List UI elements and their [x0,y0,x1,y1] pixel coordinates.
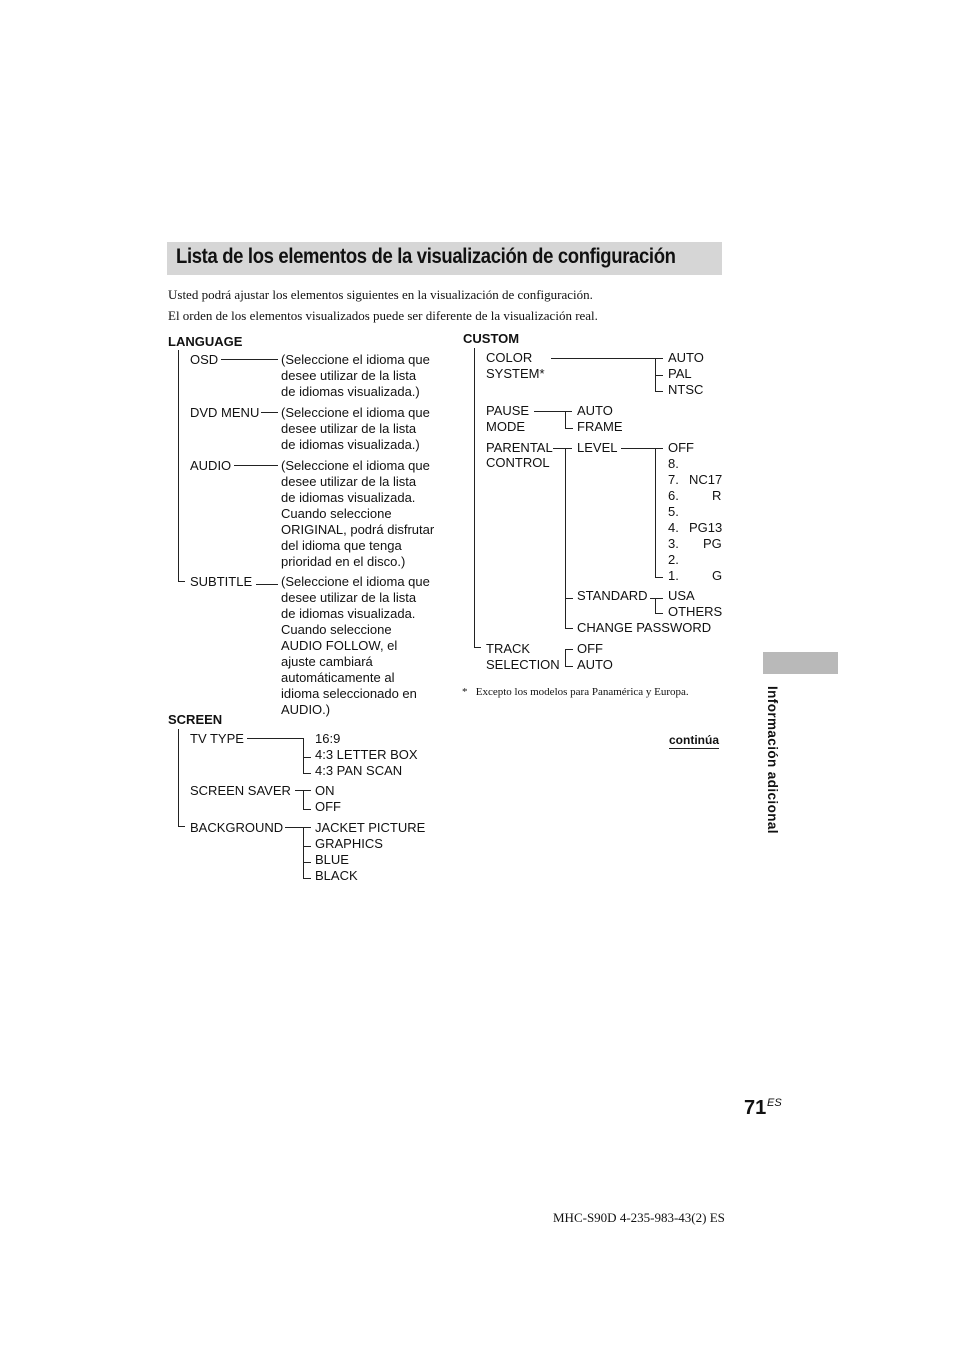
subtitle-desc-4: Cuando seleccione [281,622,392,637]
custom-tree-line [474,348,475,648]
bracket-tick [303,862,311,863]
bracket-tick [303,878,311,879]
screen-heading: SCREEN [168,712,223,727]
bracket-tick [565,628,573,629]
subtitle-desc-2: desee utilizar de la lista [281,590,417,605]
level-label: LEVEL [577,440,618,455]
page-suffix: ES [767,1097,782,1109]
pause-mode-label: MODE [486,419,525,434]
subtitle-desc-3: de idiomas visualizada. [281,606,416,621]
bracket [303,738,304,774]
pause-mode-option: FRAME [577,419,623,434]
level-rating: NC17 [689,472,723,487]
connector [534,411,572,412]
connector [285,827,311,828]
footer-model: MHC-S90D 4-235-983-43(2) ES [553,1210,725,1225]
connector [650,598,663,599]
track-selection-label: SELECTION [486,657,560,672]
bracket [303,790,304,810]
bracket-tick [565,598,573,599]
bracket [565,448,566,629]
level-option: 6. [668,488,679,503]
background-option: GRAPHICS [315,836,383,851]
tv-type-option: 4:3 LETTER BOX [315,747,418,762]
subtitle-desc-9: AUDIO.) [281,702,331,717]
bracket [303,827,304,879]
level-option: 2. [668,552,679,567]
standard-option: OTHERS [668,604,723,619]
bracket-tick [303,809,311,810]
pause-mode-label: PAUSE [486,403,530,418]
language-item-dvd-menu: DVD MENU [190,405,260,420]
dvdmenu-desc-1: (Seleccione el idioma que [281,405,430,420]
bracket-tick [655,375,663,376]
subtitle-desc-6: ajuste cambiará [281,654,373,669]
language-heading: LANGUAGE [168,334,243,349]
footnote: * Excepto los modelos para Panamérica y Europa. [462,686,689,698]
level-option: 3. [668,536,679,551]
language-item-audio: AUDIO [190,458,232,473]
audio-desc-4: Cuando seleccione [281,506,392,521]
pause-mode-option: AUTO [577,403,613,418]
osd-desc-1: (Seleccione el idioma que [281,352,430,367]
language-tree-line [178,350,179,582]
page-number: 71 [744,1097,767,1119]
level-option: 1. [668,568,679,583]
audio-desc-2: desee utilizar de la lista [281,474,417,489]
osd-desc-3: de idiomas visualizada.) [281,384,420,399]
bracket-tick [655,391,663,392]
level-option: 8. [668,456,679,471]
subtitle-desc-1: (Seleccione el idioma que [281,574,430,589]
screen-saver-option: OFF [315,799,341,814]
bracket-tick [303,773,311,774]
bracket-tick [565,666,573,667]
screen-saver-option: ON [315,783,335,798]
subtitle-desc-5: AUDIO FOLLOW, el [281,638,398,653]
level-option: 5. [668,504,679,519]
level-rating: PG13 [689,520,723,535]
bracket-tick [655,577,663,578]
continues-label: continúa [669,733,719,747]
screen-item-background: BACKGROUND [190,820,284,835]
bracket [565,411,566,429]
bracket [655,448,656,578]
subtitle-desc-7: automáticamente al [281,670,395,685]
background-option: JACKET PICTURE [315,820,426,835]
audio-desc-3: de idiomas visualizada. [281,490,416,505]
level-rating: G [712,568,723,583]
dvdmenu-desc-2: desee utilizar de la lista [281,421,417,436]
side-section-label: Información adicional [765,686,780,834]
screen-item-screen-saver: SCREEN SAVER [190,783,291,798]
bracket [655,598,656,614]
audio-desc-7: prioridad en el disco.) [281,554,406,569]
level-option: OFF [668,440,694,455]
color-system-option: AUTO [668,350,704,365]
language-item-subtitle: SUBTITLE [190,574,253,589]
standard-label: STANDARD [577,588,648,603]
side-tab-marker [763,652,838,674]
subtitle-desc-8: idioma seleccionado en [281,686,417,701]
bracket-tick [565,428,573,429]
standard-option: USA [668,588,695,603]
connector [234,465,278,466]
background-option: BLACK [315,868,358,883]
page-title: Lista de los elementos de la visualización de configuración [176,244,676,268]
custom-tree-end [474,647,481,648]
tv-type-option: 16:9 [315,731,341,746]
color-system-option: PAL [668,366,692,381]
connector [553,448,572,449]
track-option: OFF [577,641,603,656]
color-system-label: COLOR [486,350,533,365]
bracket-tick [655,613,663,614]
track-selection-label: TRACK [486,641,531,656]
intro-line-1: Usted podrá ajustar los elementos siguientes en la visualización de configuración. [168,287,593,302]
tv-type-option: 4:3 PAN SCAN [315,763,403,778]
custom-heading: CUSTOM [463,331,520,346]
parental-control-label: PARENTAL [486,440,553,455]
bracket-tick [303,757,311,758]
connector [261,412,278,413]
level-rating: R [712,488,722,503]
audio-desc-1: (Seleccione el idioma que [281,458,430,473]
level-option: 4. [668,520,679,535]
intro-line-2: El orden de los elementos visualizados puede ser diferente de la visualización real. [168,308,598,323]
bracket-tick [303,846,311,847]
track-option: AUTO [577,657,613,672]
level-rating: PG [703,536,722,551]
language-tree-end [178,581,185,582]
change-password-label: CHANGE PASSWORD [577,620,712,635]
audio-desc-6: del idioma que tenga [281,538,402,553]
color-system-option: NTSC [668,382,704,397]
parental-control-label: CONTROL [486,455,550,470]
background-option: BLUE [315,852,349,867]
connector [565,649,573,650]
connector [551,358,663,359]
screen-tree-end [178,826,185,827]
connector [247,738,303,739]
connector [621,448,663,449]
screen-item-tv-type: TV TYPE [190,731,244,746]
audio-desc-5: ORIGINAL, podrá disfrutar [281,522,435,537]
dvdmenu-desc-3: de idiomas visualizada.) [281,437,420,452]
connector [221,359,278,360]
level-option: 7. [668,472,679,487]
bracket [565,649,566,667]
color-system-label: SYSTEM* [486,366,545,381]
osd-desc-2: desee utilizar de la lista [281,368,417,383]
connector [256,584,278,585]
language-item-osd: OSD [190,352,219,367]
screen-tree-line [178,729,179,827]
